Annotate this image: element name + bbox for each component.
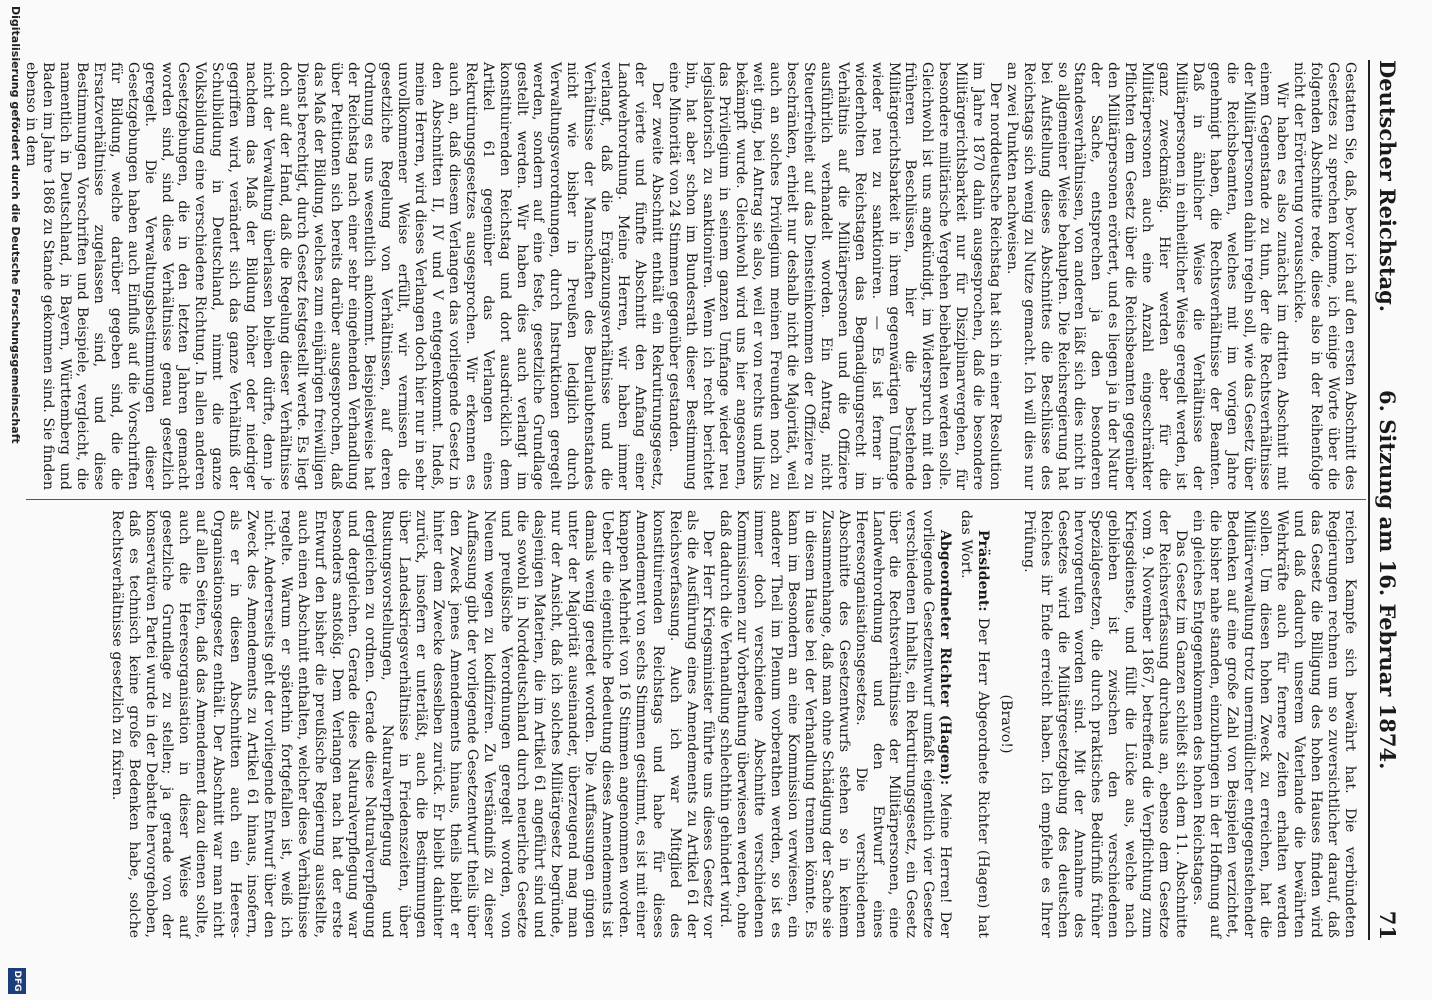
text-column-left [23,62,1358,490]
dfg-logo: DFG [8,968,26,994]
session-date: 6. Sitzung am 16. Februar 1874. [1375,390,1400,770]
paragraph [716,510,953,938]
text-column-right [38,510,1358,938]
paragraph: Der Herr Kriegsminister führte uns dieses Gesetz vor als die Ausführung eines Amendements zu Artikel 61 der Reichsverfassung. Auch ich war Mitglied des konstituirenden Reichstags und habe für dieses Amendement von sechs Stimmen gestimmt, es ist mit einer knappen Mehrheit von 16 Stimmen angenommen worden. Ueber die eigentliche Bedeutung dieses Amendements ist damals wenig geredet worden. Die Auffassungen gingen unter der Majorität auseinander, überzeugend mag man nur der Ansicht, daß ich solches Militärgesetz begründe, dasjenigen Materien, die im Artikel 61 angeführt sind und die sowohl in Norddeutschland durch neuerliche Gesetze und preußische Verordnungen geregelt worden, von Neuem wegen zu kodifiziren. Zu Verständniß zu dieser Auffassung gibt der vorliegende Gesetzentwurf theils über den Zweck jenes Amendements hinaus, theils bleibt er hinter dem Zwecke desselben zurück. Er bleibt dahinter zurück, insofern er unterläßt, auch die Bestimmungen über Landeskriegsverhältnisse in Friedenszeiten, über Rustungsvorstellungen, Naturalverpflegung und dergleichen zu ordnen. Gerade diese Naturalverpflegung und dergleichen. Gerade diese Naturalverpflegung war besonders anstoßig. Dem Verlangen nach hat der erste Entwurf den bisher die preußische Regierung ausstellte, auch einen Abschnitt enthalten, welcher diese Verhältnisse regelte. Warum er späterhin fortgefallen ist, weiß ich nicht. Andererseits geht der vorliegende Entwurf über den Zweck des Amendements zu Artikel 61 hinaus, insofern, als er in diesen Abschnitten auch ein Heeres-Organisationsgesetz enthält. Der Abschnitt war man nicht auf allen Seiten, daß das Amendement dazu dienen sollte, auch die Heeresorganisation in dieser Weise auf gesetzliche Grundlage zu stellen; ja gerade von der konservativen Partei wurde in der Debatte hervorgehoben, daß es technisch keine große Bedenken habe, solche Rechtsverhältnisse gesetzlich zu fixiren. [108,510,717,938]
paragraph: Der zweite Abschnitt enthält ein Rekrutirungsgesetz, der vierte und fünfte Abschnitt den Anfang einer Landwehrordnung. Meine Herren, wir haben immer verlangt, daß die Ergänzungsverhältnisse und die Verhältnisse der Mannschaften des Beurlaubtenstandes nicht wie bisher in Preußen lediglich durch Verwaltungsverordnungen, durch Instruktionen geregelt werden, sondern auf eine feste, gesetzliche Grundlage gestellt werden. Wir haben dies auch verlangt im konstituirenden Reichstag und dort ausdrücklich dem Artikel 61 gegenüber das Verlangen eines Rekrutirungsgesetzes ausgesprochen. Wir erkennen es auch an, daß diesem Verlangen das vorliegende Gesetz in den Abschnitten II, IV und V entgegenkommt. Indeß, meine Herren, wird dieses Verlangen doch hier nur in sehr unvollkommener Weise erfüllt, wir vermissen die gesetzliche Regelung von Verhältnissen, auf deren Ordnung es uns wesentlich ankommt. Beispielsweise hat der Reichstag nach einer sehr eingehenden Verhandlung über Petitionen sich bereits darüber ausgesprochen, daß das Maß der Bildung, welches zum einjährigen freiwilligen Dienst berechtigt, durch Gesetz festgestellt werde. Es liegt doch auf der Hand, daß die Regelung dieser Verhältnisse nicht der Verwaltung überlassen bleiben dürfte, denn je nachdem das Maß der Bildung höher oder niedriger gegriffen wird, verändert sich das ganze Verhältniß der Schulbildung in Deutschland, nimmt die ganze Volksbildung eine verschiedene Richtung. In allen anderen Gesetzgebungen, die in den letzten Jahren gemacht worden sind, sind diese Verhältnisse genau gesetzlich geregelt. Die Verwaltungsbestimmungen dieser Gesetzgebungen haben auch Einfluß auf die Vorschriften für Bildung, welche darüber gegeben sind, die die Ersatzverhältnisse zugelassen sind, und diese Bestimmungen Vorschriften und Beispiele, vergleicht, die namentlich in Deutschland, in Bayern, Württemberg und Baden im Jahre 1868 zu Stande gekommen sind. Sie finden ebenso in dem [23,62,665,490]
paragraph-text: Meine Herren! Der vorliegende Gesetzentwurf umfaßt eigentlich vier Gesetze verschiedenen Inhalts, ein Rekrutirungsgesetz, ein Gesetz über die Rechtsverhältnisse der Militärpersonen, eine Landwehrordnung und den Entwurf eines Heeresorganisationsgesetzes. Die verschiedenen Abschnitte des Gesetzentwurfs stehen so in keinem Zusammenhange, daß man ohne Schädigung der Sache sie in diesem Hause bei der Verhandlung trennen könnte. Es kann im Besondern an eine Kommission verwiesen, ein anderer Theil im Plenum vorberathen werden, so ist es immer doch verschiedene Abschnitte verschiedenen Kommissionen zur Vorberathung überwiesen werden, ohne daß dadurch die Verhandlung schlechthin gehindert wird. [717,510,954,938]
page-header [1368,60,1402,940]
paragraph: reichen Kampfe sich bewährt hat. Die verbündeten Regierungen rechnen um so zuversichtlicher darauf, daß das Gesetz die Billigung des hohen Hauses finden wird und daß dadurch unserem Vaterlande die bewährten Wehrkräfte auch für fernere Zeiten erhalten werden sollen. Um diesen hohen Zweck zu erreichen, hat die Militärverwaltung trotz unermüdlicher entgegenstehender Bedenken auf eine große Zahl von Beispielen verzichtet, die bisher nahe standen, einzubringen in der Hoffnung auf ein gleiches Entgegenkommen des hohen Reichstages. [1189,510,1358,938]
speaker-name: Präsident: [974,529,991,612]
paragraph [957,510,991,938]
paragraph: Das Gesetz im Ganzen schließt sich dem 11. Abschnitte der Reichsverfassung durchaus an, ebenso dem Gesetze vom 9. November 1867, betreffend die Verpflichtung zum Kriegsdienste, und füllt die Lücke aus, welche nach geblieben ist zwischen den verschiedenen Spezialgesetzen, die durch praktisches Bedürfniß früher hervorgerufen worden sind. Mit der Annahme des Gesetzes wird die Militärgesetzgebung des deutschen Reiches ihr Ende erreicht haben. Ich empfehle es Ihrer Prüfung. [1020,510,1189,938]
page-number: 71 [1375,910,1400,940]
paragraph: Der norddeutsche Reichstag hat sich in einer Resolution im Jahre 1870 dahin ausgesprochen, daß die besondere Militärgerichtsbarkeit nur für Disziplinarvergehen, für besondere militärische Vergehen beibehalten werden solle. Gleichwohl ist uns angekündigt, im Widerspruch mit den früheren Beschlüssen, hier die bestehende Militärgerichtsbarkeit in ihrem gegenwärtigen Umfange wieder neu zu sanktioniren. — Es ist ferner in wiederholten Reichstagen das Begnadigungsrecht im Verhältnis auf die Militärpersonen und die Offiziere ausführlich verhandelt worden. Ein Antrag, nicht Steuerfreiheit auf das Diensteinkommen der Offiziere zu beschränken, erhielt nur deshalb nicht die Majorität, weil auch an solches Privilegium meinen Freunden noch zu weit ging, bei Antrag sie also, weil er von rechts und links bekämpft wurde. Gleichwohl wird uns hier angesonnen, das Privilegium in seinem ganzen Umfange wieder neu legislatorisch zu sanktioniren. Wenn ich recht berichtet bin, hat aber schon im Bundesrath dieser Bestimmung eine Minorität von 24 Stimmen gegenüber gestanden. [665,62,1003,490]
paragraph: (Bravo!) [997,694,1014,754]
speaker-name: Abgeordneter Richter (Hagen): [937,529,954,786]
paragraph-text: Der Herr Abgeordnete Richter (Hagen) hat das Wort. [958,510,991,938]
publication-title: Deutscher Reichstag. [1375,60,1400,313]
page-footer [2,0,30,1000]
digitization-credit: Digitalisierung gefördert durch die Deutsche Forschungsgemeinschaft [9,6,22,444]
paragraph: Gestatten Sie, daß, bevor ich auf den ersten Abschnitt des Gesetzes zu sprechen komme, ich einige Worte über die folgenden Abschnitte rede, diese also in der Reihenfolge nicht der Erörterung vorausschicke. [1291,62,1358,490]
paragraph: Wir haben es also zunächst im dritten Abschnitt mit einem Gegenstande zu thun, der die Rechtsverhältnisse der Militärpersonen dahin regeln soll, wie das Gesetz über die Reichsbeamten, welches mit im vorigen Jahre genehmigt haben, die Rechtsverhältnisse der Beamten. Daß in ähnlicher Weise die Verhältnisse der Militärpersonen in einheitlicher Weise geregelt werden, ist ganz zweckmäßig. Hier werden aber für die Militärpersonen auch eine Anzahl eingeschränkter Pflichten dem Gesetz über die Reichsbeamten gegenüber den Militärpersonen erörtert, und es liegen ja in der Natur der Sache, entsprechen ja den besonderen Standesverhältnissen, von anderen läßt sich dies nicht in so allgemeiner Weise behaupten. Die Reichsregierung hat bei Aufstellung dieses Abschnittes die Beschlüsse des Reichstags sich wenig zu Nutze gemacht. Ich will dies nur an zwei Punkten nachweisen. [1003,62,1291,490]
column-divider [26,499,1366,500]
